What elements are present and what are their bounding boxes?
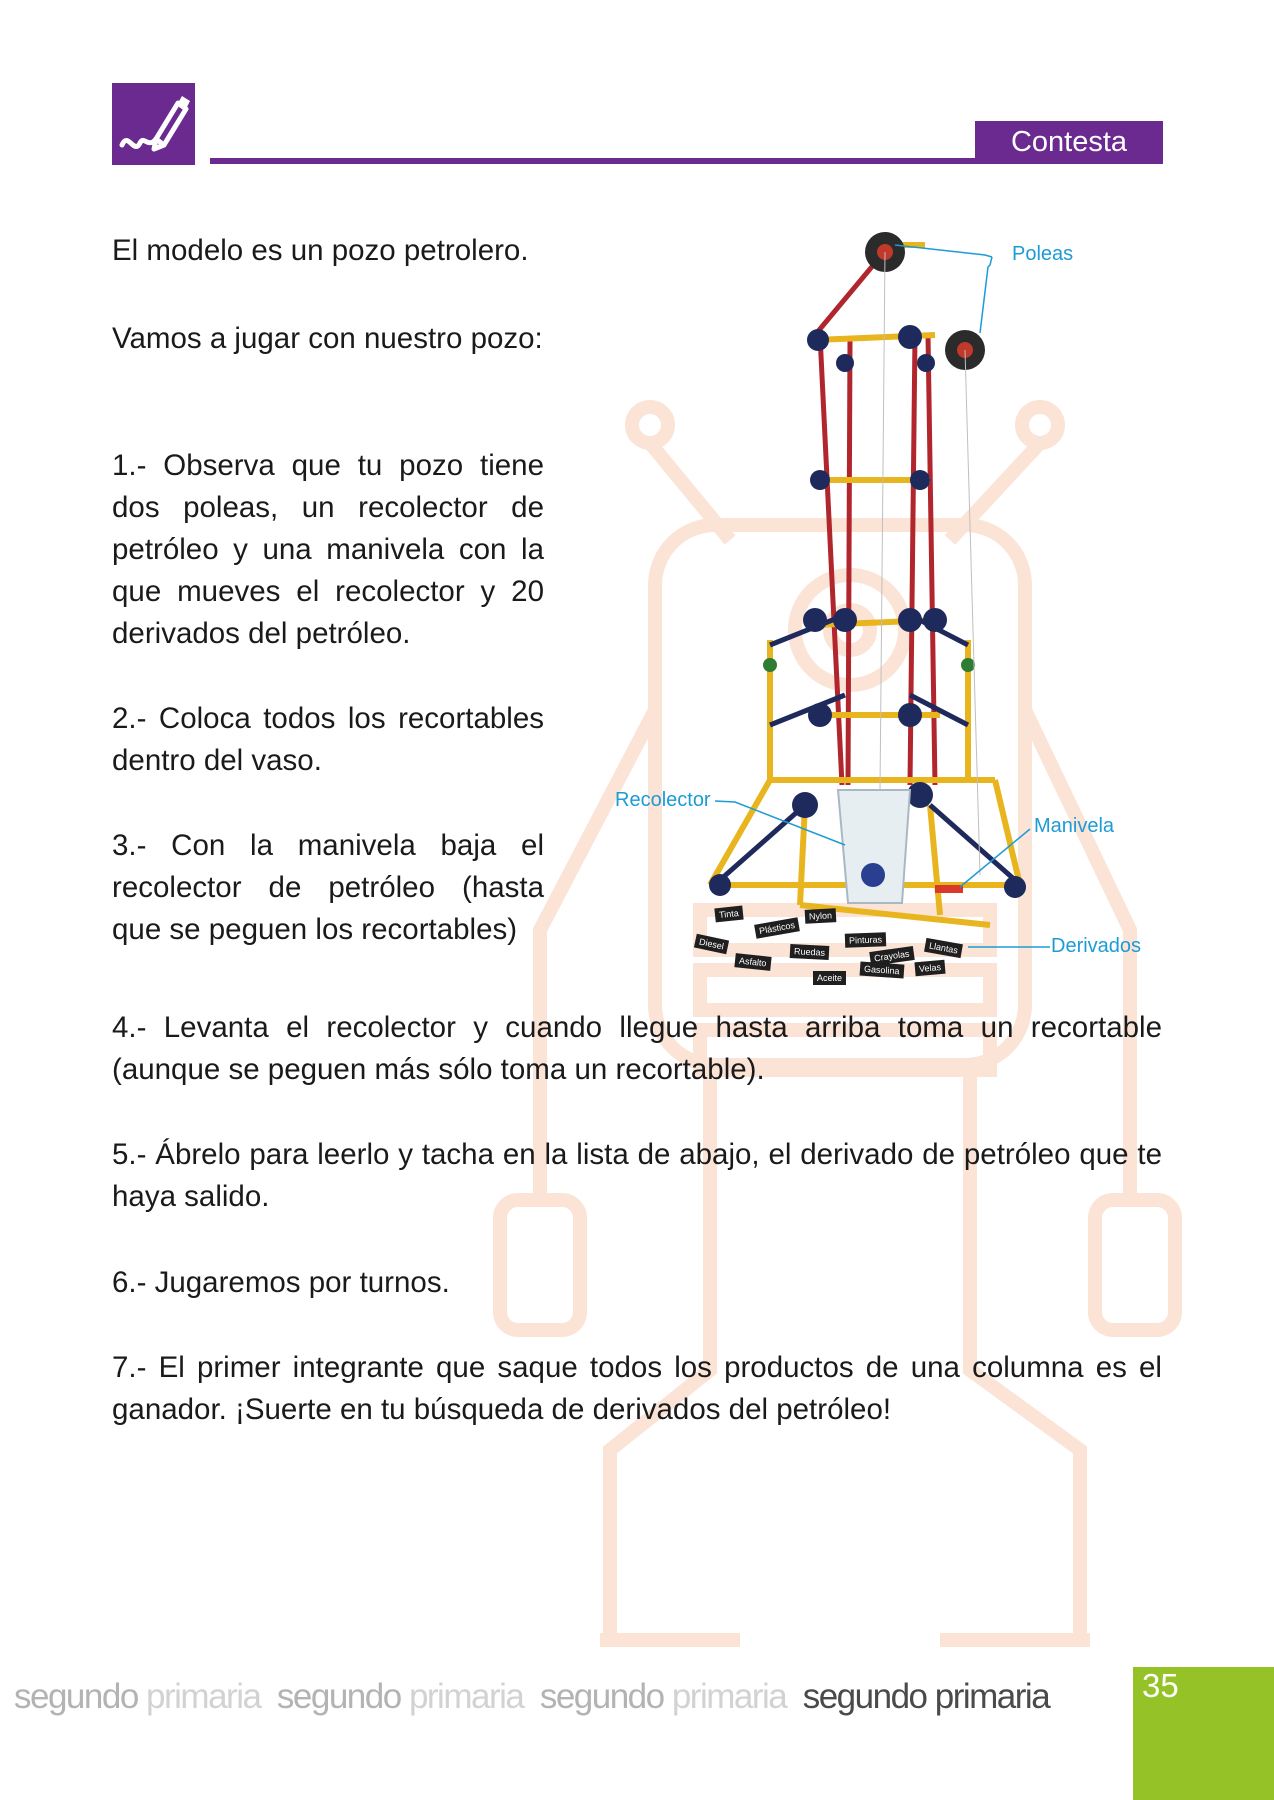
step-4: 4.- Levanta el recolector y cuando llegue hasta arriba toma un recortable (aunque se peguen más sólo toma un recortable). bbox=[112, 1011, 1162, 1086]
step-6: 6.- Jugaremos por turnos. bbox=[112, 1266, 450, 1299]
cutout-label: Ruedas bbox=[790, 944, 830, 960]
section-tab: Contesta bbox=[975, 121, 1163, 164]
step-3: 3.- Con la manivela baja el recolector de petróleo (hasta que se peguen los recortables) bbox=[112, 829, 544, 946]
step-1: 1.- Observa que tu pozo tiene dos poleas, un recolector de petróleo y una manivela con la que mueves el recolector y 20 derivados del petróleo. bbox=[112, 449, 544, 650]
label-derivados: Derivados bbox=[1051, 935, 1142, 957]
cutout-label: Asfalto bbox=[734, 953, 771, 971]
cutout-label: Aceite bbox=[813, 971, 846, 985]
cutout-label: Plásticos bbox=[754, 917, 800, 938]
oil-well-figure bbox=[590, 225, 1170, 995]
footer-word: primaria bbox=[146, 1677, 261, 1716]
cutout-label: Nylon bbox=[805, 908, 837, 924]
footer-word: primaria bbox=[671, 1677, 787, 1716]
step-7: 7.- El primer integrante que saque todos los productos de una columna es el ganador. ¡Suerte en tu búsqueda de derivados del petróleo! bbox=[112, 1351, 1162, 1426]
step-5: 5.- Ábrelo para leerlo y tacha en la lista de abajo, el derivado de petróleo que te haya salido. bbox=[112, 1138, 1162, 1213]
footer-word: segundo bbox=[276, 1677, 401, 1716]
label-manivela: Manivela bbox=[1034, 815, 1115, 837]
cutout-label: Gasolina bbox=[860, 961, 904, 978]
activity-pencil-icon bbox=[112, 83, 195, 165]
intro-model-line: El modelo es un pozo petrolero. bbox=[112, 234, 529, 267]
cutout-label: Diesel bbox=[694, 934, 729, 955]
label-recolector: Recolector bbox=[615, 789, 711, 811]
footer-series-strip bbox=[14, 1667, 1049, 1727]
cutout-label: Llantas bbox=[924, 938, 963, 958]
cutout-label: Crayolas bbox=[869, 946, 914, 966]
cutout-label: Velas bbox=[914, 960, 945, 977]
footer-word: segundo bbox=[14, 1677, 138, 1716]
footer-word: primaria bbox=[408, 1677, 524, 1716]
cutout-label: Pinturas bbox=[845, 932, 886, 947]
footer-word: segundo bbox=[539, 1677, 664, 1716]
footer-word: primaria bbox=[934, 1677, 1050, 1716]
label-poleas: Poleas bbox=[1012, 243, 1074, 265]
cutout-label: Tinta bbox=[714, 906, 743, 923]
step-2: 2.- Coloca todos los recortables dentro del vaso. bbox=[112, 702, 544, 777]
intro-lets-play: Vamos a jugar con nuestro pozo: bbox=[112, 322, 543, 355]
page-number: 35 bbox=[1142, 1667, 1179, 1704]
footer-word: segundo bbox=[802, 1677, 927, 1716]
cutouts-pile bbox=[695, 905, 1005, 985]
